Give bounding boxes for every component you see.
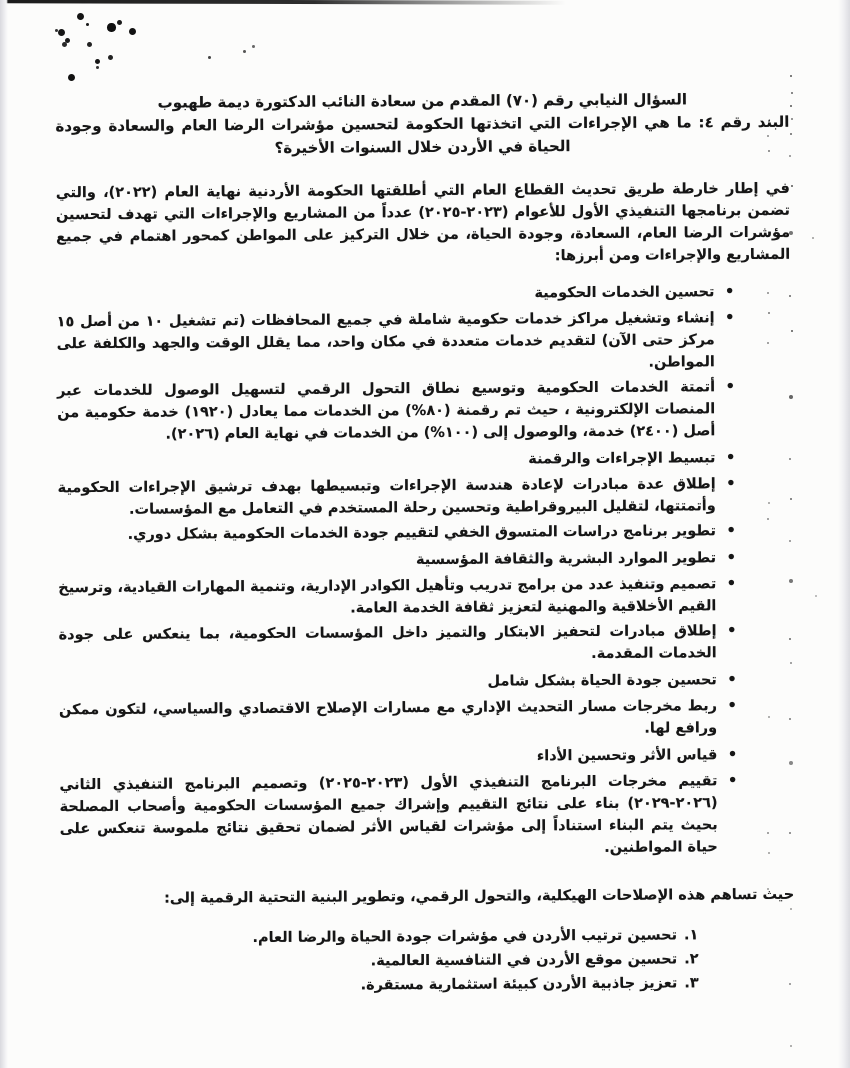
measure-item: • أتمتة الخدمات الحكومية وتوسيع نطاق التحول الرقمي لتسهيل الوصول للخدمات عبر المنصات الإلكترونية ، حيث تم رقمنة (٨٠%) من الخدمات مما يعادل (١٩٢٠) خدمة حكومية من أصل (٢٤٠٠) خدمة، والوصول إلى (١٠٠%) من الخدمات في نهاية العام (٢٠٢٦). [57, 376, 735, 446]
arabic-numeral: ٢. [684, 951, 699, 968]
section-heading: • قياس الأثر وتحسين الأداء [59, 744, 737, 770]
outcome-item [60, 949, 698, 975]
measures-list [56, 280, 794, 862]
section-heading: • تبسيط الإجراءات والرقمنة [57, 447, 735, 473]
closing-statement: حيث تساهم هذه الإصلاحات الهيكلية، والتحول الرقمي، وتطوير البنية التحتية الرقمية إلى: [164, 887, 795, 907]
section-heading: • تحسين الخدمات الحكومية [56, 281, 734, 307]
measure-item: • تقييم مخرجات البرنامج التنفيذي الأول (٢٠٢٣-٢٠٢٥) وتصميم البرنامج التنفيذي الثاني (٢٠٢٦-٢٠٢٩) بناء على نتائج التقييم وإشراك جميع المؤسسات الحكومية وأصحاب المصلحة بحيث يتم البناء استناداً إلى مؤشرات لقياس الأثر لضمان تحقيق نتائج ملموسة تنعكس على حياة المواطنين. [59, 770, 738, 862]
document-header [55, 88, 789, 161]
outcome-item [61, 973, 699, 999]
section-heading: • تحسين جودة الحياة بشكل شامل [59, 669, 737, 695]
measure-item: • إطلاق عدة مبادرات لإعادة هندسة الإجراءات وتبسيطها بهدف ترشيق الإجراءات الحكومية وأتمتتها، لتقليل البيروقراطية وتحسين رحلة المستخدم في التعامل مع المؤسسات. [58, 473, 736, 521]
scan-edge-artifact-top [6, 0, 566, 5]
scan-edge-left [0, 0, 8, 1068]
outcomes-list [60, 924, 794, 999]
arabic-numeral: ٣. [684, 975, 699, 992]
measure-item: • إنشاء وتشغيل مراكز خدمات حكومية شاملة في جميع المحافظات (تم تشغيل ١٠ من أصل ١٥ مركز حتى الآن) لتقديم خدمات متعددة في مكان واحد، مما يقلل الوقت والجهد والكلفة على المواطن. [57, 307, 735, 377]
dust-specks [0, 0, 2, 2]
scan-edge-right [838, 0, 850, 1068]
measure-item: • ربط مخرجات مسار التحديث الإداري مع مسارات الإصلاح الاقتصادي والسياسي، لتكون ممكن ورافع لها. [59, 695, 737, 743]
section-heading: • تطوير الموارد البشرية والثقافة المؤسسية [58, 547, 736, 573]
measure-item: • تطوير برنامج دراسات المتسوق الخفي لتقييم جودة الخدمات الحكومية بشكل دوري. [58, 520, 736, 546]
outcome-text: تحسين موقع الأردن في التنافسية العالمية. [370, 951, 678, 970]
arabic-numeral: ١. [683, 927, 699, 944]
measure-item: • تصميم وتنفيذ عدد من برامج تدريب وتأهيل الكوادر الإدارية، وتنمية المهارات القيادية، وترسيخ القيم الأخلاقية والمهنية لتعزيز ثقافة الخدمة العامة. [58, 573, 736, 621]
question-number-line: السؤال النيابي رقم (٧٠) المقدم من سعادة النائب الدكتورة ديمة طهبوب [157, 90, 688, 112]
document-body [55, 88, 795, 1001]
measure-item: • إطلاق مبادرات لتحفيز الابتكار والتميز داخل المؤسسات الحكومية، بما ينعكس على جودة الخدمات المقدمة. [58, 620, 736, 668]
question-text-line: البند رقم ٤: ما هي الإجراءات التي اتخذتها الحكومة لتحسين مؤشرات الرضا العام والسعادة وجودة الحياة في الأردن خلال السنوات الأخيرة؟ [55, 112, 790, 157]
outcome-text: تعزيز جاذبية الأردن كبيئة استثمارية مستقرة. [360, 975, 678, 994]
outcome-text: تحسين ترتيب الأردن في مؤشرات جودة الحياة والرضا العام. [252, 927, 678, 947]
intro-paragraph: في إطار خارطة طريق تحديث القطاع العام التي أطلقتها الحكومة الأردنية نهاية العام (٢٠٢٢)، والتي تضمن برنامجها التنفيذي الأول للأعوام (٢٠٢٣-٢٠٢٥) عدداً من المشاريع والإجراءات التي تهدف لتحسين مؤشرات الرضا العام، السعادة، وجودة الحياة، من خلال التركيز على المواطن كمحور اهتمام في جميع المشاريع والإجراءات ومن أبرزها: [55, 181, 791, 265]
outcome-item [60, 925, 698, 951]
